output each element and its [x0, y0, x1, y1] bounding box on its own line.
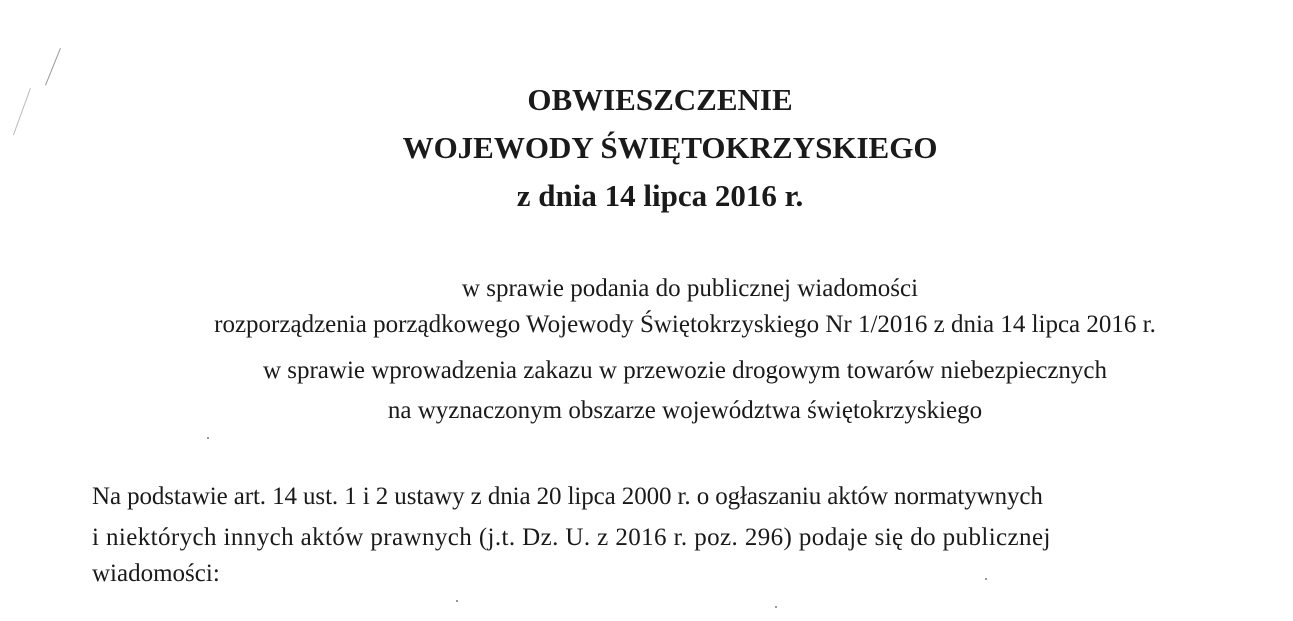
title-line: WOJEWODY ŚWIĘTOKRZYSKIEGO — [402, 130, 938, 165]
body-line: i niektórych innych aktów prawnych (j.t. Dz. U. z 2016 r. poz. 296) podaje się do publicznej — [92, 524, 1051, 551]
scan-speck — [207, 437, 209, 439]
body-line: wiadomości: — [92, 560, 220, 587]
title-line: OBWIESZCZENIE — [527, 82, 793, 117]
scan-speck — [985, 578, 987, 580]
subject-line: w sprawie podania do publicznej wiadomości — [461, 275, 919, 302]
scan-artifact-line — [13, 88, 31, 135]
subject-line: w sprawie wprowadzenia zakazu w przewozie drogowym towarów niebezpiecznych — [262, 357, 1108, 384]
scan-speck — [775, 606, 777, 608]
body-line: Na podstawie art. 14 ust. 1 i 2 ustawy z dnia 20 lipca 2000 r. o ogłaszaniu aktów normatywnych — [92, 483, 1043, 510]
subject-line: rozporządzenia porządkowego Wojewody Świętokrzyskiego Nr 1/2016 z dnia 14 lipca 2016 r. — [214, 311, 1156, 338]
scan-artifact-line — [45, 48, 61, 85]
subject-line: na wyznaczonym obszarze województwa świętokrzyskiego — [387, 397, 983, 424]
title-date: z dnia 14 lipca 2016 r. — [516, 178, 804, 213]
scan-speck — [456, 600, 458, 602]
